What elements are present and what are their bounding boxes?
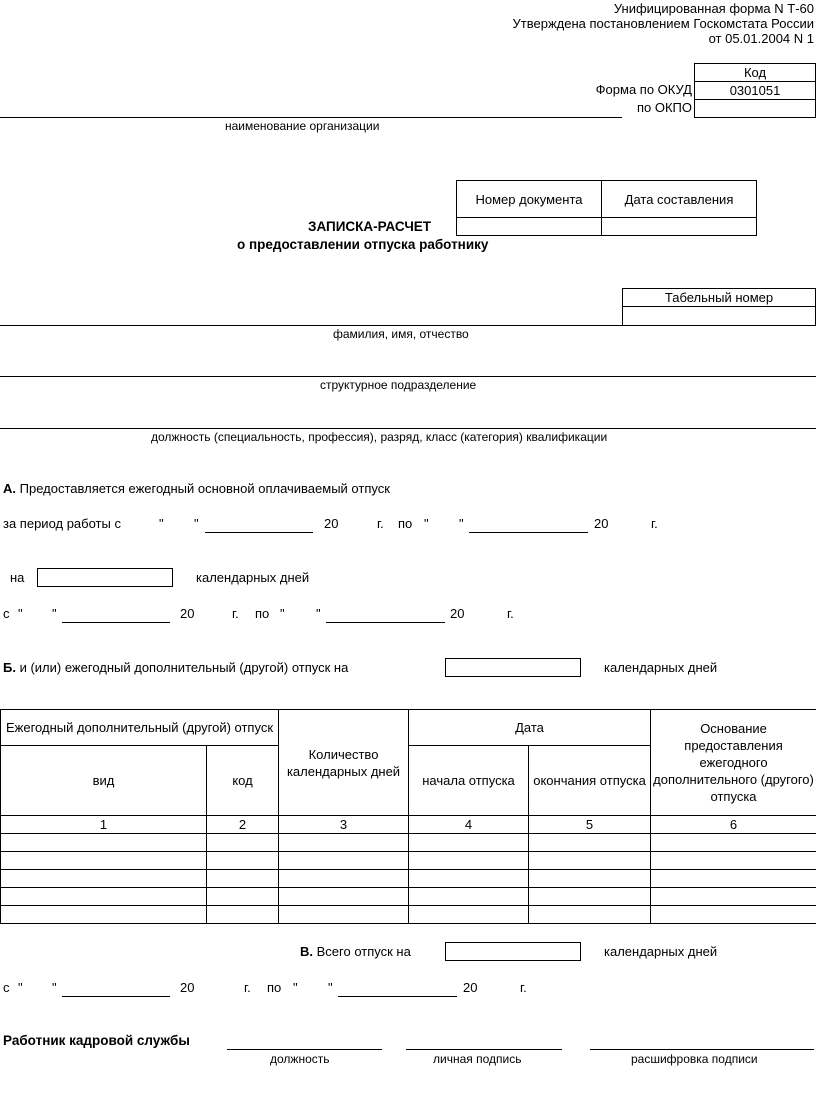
table-cell[interactable] xyxy=(1,834,207,852)
tabel-header: Табельный номер xyxy=(622,288,816,307)
year-prefix: 20 xyxy=(180,606,195,621)
quote: " xyxy=(52,606,57,621)
table-cell[interactable] xyxy=(207,888,279,906)
year-suffix: г. xyxy=(651,516,658,531)
column-number: 6 xyxy=(651,816,816,834)
code-header: Код xyxy=(694,63,816,82)
year-suffix: г. xyxy=(232,606,239,621)
days-label: календарных дней xyxy=(604,944,718,959)
column-number: 3 xyxy=(279,816,409,834)
okpo-value[interactable] xyxy=(694,99,816,118)
year-prefix: 20 xyxy=(450,606,465,621)
total-to-month-line[interactable] xyxy=(338,996,457,997)
table-cell[interactable] xyxy=(207,906,279,924)
table-cell[interactable] xyxy=(409,852,529,870)
section-a-text: Предоставляется ежегодный основной оплачиваемый отпуск xyxy=(19,481,390,496)
section-a-heading xyxy=(3,481,390,496)
additional-leave-table xyxy=(0,709,816,924)
table-cell[interactable] xyxy=(651,870,816,888)
organization-line[interactable] xyxy=(0,117,622,118)
quote: " xyxy=(328,980,333,995)
doc-number-header: Номер документа xyxy=(456,180,602,218)
signature-decoding-caption: расшифровка подписи xyxy=(631,1052,758,1066)
col-header-leave: Ежегодный дополнительный (другой) отпуск xyxy=(1,710,279,746)
table-cell[interactable] xyxy=(529,888,651,906)
table-cell[interactable] xyxy=(651,834,816,852)
section-b-letter: Б. xyxy=(3,660,16,675)
section-v-text: Всего отпуск на xyxy=(316,944,411,959)
table-cell[interactable] xyxy=(1,870,207,888)
column-number: 1 xyxy=(1,816,207,834)
column-number: 5 xyxy=(529,816,651,834)
table-cell[interactable] xyxy=(651,852,816,870)
table-cell[interactable] xyxy=(1,888,207,906)
table-cell[interactable] xyxy=(529,834,651,852)
section-v-heading xyxy=(300,944,411,959)
doc-subtitle: о предоставлении отпуска работнику xyxy=(237,237,489,252)
table-cell[interactable] xyxy=(529,870,651,888)
table-cell[interactable] xyxy=(651,906,816,924)
year-suffix: г. xyxy=(244,980,251,995)
section-v-letter: В. xyxy=(300,944,313,959)
col-header-date: Дата xyxy=(409,710,651,746)
po-label: по xyxy=(255,606,270,621)
doc-date-value[interactable] xyxy=(601,217,757,236)
signature-sign-caption: личная подпись xyxy=(433,1052,522,1066)
fio-line[interactable] xyxy=(0,325,816,326)
doc-number-value[interactable] xyxy=(456,217,602,236)
total-from-month-line[interactable] xyxy=(62,996,170,997)
col-header-start: начала отпуска xyxy=(409,746,529,816)
col-header-code: код xyxy=(207,746,279,816)
column-numbers-row xyxy=(1,816,816,834)
table-cell[interactable] xyxy=(1,852,207,870)
table-cell[interactable] xyxy=(279,852,409,870)
quote: " xyxy=(280,606,285,621)
position-line[interactable] xyxy=(0,428,816,429)
hr-employee-label: Работник кадровой службы xyxy=(3,1033,190,1048)
table-cell[interactable] xyxy=(409,834,529,852)
year-suffix: г. xyxy=(520,980,527,995)
table-row xyxy=(1,870,816,888)
doc-title: ЗАПИСКА-РАСЧЕТ xyxy=(308,219,432,234)
doc-date-header: Дата составления xyxy=(601,180,757,218)
form-header-line2: Утверждена постановлением Госкомстата России xyxy=(512,16,814,31)
table-cell[interactable] xyxy=(279,906,409,924)
col-header-end: окончания отпуска xyxy=(529,746,651,816)
table-cell[interactable] xyxy=(279,870,409,888)
days-label: календарных дней xyxy=(604,660,718,675)
table-row xyxy=(1,834,816,852)
form-header xyxy=(513,1,814,46)
table-cell[interactable] xyxy=(279,888,409,906)
table-cell[interactable] xyxy=(279,834,409,852)
signature-position-caption: должность xyxy=(270,1052,330,1066)
year-suffix: г. xyxy=(507,606,514,621)
section-a-letter: А. xyxy=(3,481,16,496)
col-header-basis: Основание предоставления ежегодного дополнительного (другого) отпуска xyxy=(651,710,816,816)
year-prefix: 20 xyxy=(324,516,339,531)
section-b-heading xyxy=(3,660,348,675)
quote: " xyxy=(159,516,164,531)
organization-caption: наименование организации xyxy=(225,119,380,133)
signature-decoding-line[interactable] xyxy=(590,1049,814,1050)
s-label: с xyxy=(3,980,10,995)
table-cell[interactable] xyxy=(409,906,529,924)
year-suffix: г. xyxy=(377,516,384,531)
table-cell[interactable] xyxy=(409,870,529,888)
column-number: 4 xyxy=(409,816,529,834)
table-row xyxy=(1,888,816,906)
leave-from-month-line[interactable] xyxy=(62,622,170,623)
quote: " xyxy=(459,516,464,531)
na-label: на xyxy=(10,570,25,585)
table-cell[interactable] xyxy=(529,906,651,924)
quote: " xyxy=(52,980,57,995)
col-header-count: Количество календарных дней xyxy=(279,710,409,816)
table-cell[interactable] xyxy=(207,834,279,852)
okpo-label: по ОКПО xyxy=(636,100,692,115)
year-prefix: 20 xyxy=(594,516,609,531)
form-header-line3: от 05.01.2004 N 1 xyxy=(708,31,814,46)
okud-label: Форма по ОКУД xyxy=(595,82,692,97)
quote: " xyxy=(316,606,321,621)
days-label: календарных дней xyxy=(196,570,310,585)
signature-position-line[interactable] xyxy=(227,1049,382,1050)
year-prefix: 20 xyxy=(180,980,195,995)
table-row xyxy=(1,906,816,924)
okud-value[interactable]: 0301051 xyxy=(694,81,816,100)
period-from-month-line[interactable] xyxy=(205,532,313,533)
section-b-text: и (или) ежегодный дополнительный (другой) отпуск на xyxy=(19,660,349,675)
additional-leave-days-input[interactable] xyxy=(445,658,581,677)
table-row xyxy=(1,852,816,870)
quote: " xyxy=(424,516,429,531)
quote: " xyxy=(18,980,23,995)
period-to-month-line[interactable] xyxy=(469,532,588,533)
tabel-value[interactable] xyxy=(622,306,816,326)
po-label: по xyxy=(398,516,413,531)
form-header-line1: Унифицированная форма N Т-60 xyxy=(613,1,814,16)
department-caption: структурное подразделение xyxy=(320,378,477,392)
section-a-period-label: за период работы с xyxy=(3,516,121,531)
col-header-kind: вид xyxy=(1,746,207,816)
position-caption: должность (специальность, профессия), разряд, класс (категория) квалификации xyxy=(151,430,608,444)
leave-to-month-line[interactable] xyxy=(326,622,445,623)
table-cell[interactable] xyxy=(207,870,279,888)
year-prefix: 20 xyxy=(463,980,478,995)
table-cell[interactable] xyxy=(651,888,816,906)
table-cell[interactable] xyxy=(409,888,529,906)
total-leave-days-input[interactable] xyxy=(445,942,581,961)
s-label: с xyxy=(3,606,10,621)
quote: " xyxy=(194,516,199,531)
column-number: 2 xyxy=(207,816,279,834)
table-cell[interactable] xyxy=(1,906,207,924)
signature-sign-line[interactable] xyxy=(406,1049,562,1050)
fio-caption: фамилия, имя, отчество xyxy=(333,327,469,341)
department-line[interactable] xyxy=(0,376,816,377)
po-label: по xyxy=(267,980,282,995)
table-cell[interactable] xyxy=(207,852,279,870)
main-leave-days-input[interactable] xyxy=(37,568,173,587)
quote: " xyxy=(293,980,298,995)
table-cell[interactable] xyxy=(529,852,651,870)
quote: " xyxy=(18,606,23,621)
